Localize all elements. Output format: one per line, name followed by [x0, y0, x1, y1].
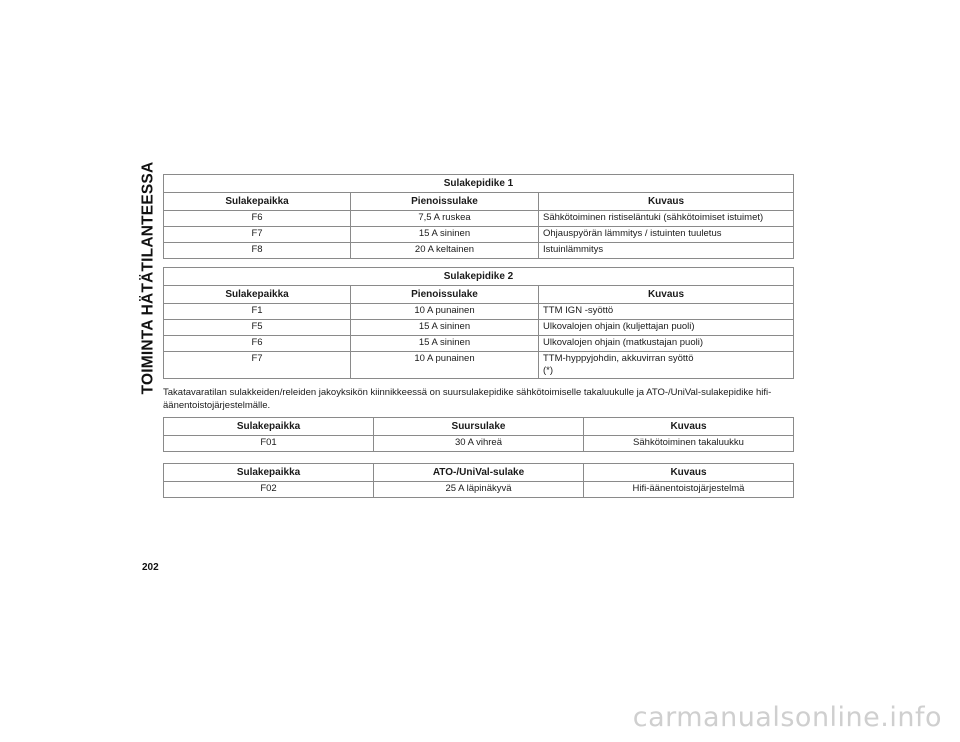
column-header: Suursulake — [374, 418, 584, 436]
page-number: 202 — [142, 562, 159, 573]
column-header: Kuvaus — [584, 418, 794, 436]
fuse-position-cell: F01 — [164, 436, 374, 452]
table-row — [164, 304, 794, 320]
table-title: Sulakepidike 1 — [164, 175, 794, 193]
description-cell: Sähkötoiminen takaluukku — [584, 436, 794, 452]
column-header: Sulakepaikka — [164, 418, 374, 436]
column-header: ATO-/UniVal-sulake — [374, 464, 584, 482]
column-header: Kuvaus — [584, 464, 794, 482]
description-cell: TTM IGN -syöttö — [539, 304, 794, 320]
fuse-rating-cell: 30 A vihreä — [374, 436, 584, 452]
fuse-position-cell: F02 — [164, 482, 374, 498]
description-cell — [539, 352, 794, 379]
fuse-holder-1-table — [163, 174, 794, 259]
column-header: Kuvaus — [539, 286, 794, 304]
fuse-position-cell: F7 — [164, 227, 351, 243]
table-row — [164, 320, 794, 336]
fuse-position-cell: F5 — [164, 320, 351, 336]
fuse-rating-cell: 25 A läpinäkyvä — [374, 482, 584, 498]
fuse-rating-cell: 15 A sininen — [351, 227, 539, 243]
description-cell: Ohjauspyörän lämmitys / istuinten tuuletus — [539, 227, 794, 243]
fuse-rating-cell: 20 A keltainen — [351, 243, 539, 259]
fuse-position-cell: F7 — [164, 352, 351, 379]
watermark: carmanualsonline.info — [632, 702, 942, 733]
column-header: Sulakepaikka — [164, 193, 351, 211]
table-title: Sulakepidike 2 — [164, 268, 794, 286]
column-header: Sulakepaikka — [164, 286, 351, 304]
section-side-title-text: TOIMINTA HÄTÄTILANTEESSA — [139, 161, 157, 395]
description-cell: Ulkovalojen ohjain (kuljettajan puoli) — [539, 320, 794, 336]
description-cell: Hifi-äänentoistojärjestelmä — [584, 482, 794, 498]
table-row — [164, 211, 794, 227]
description-cell: Ulkovalojen ohjain (matkustajan puoli) — [539, 336, 794, 352]
table-row — [164, 227, 794, 243]
table-row — [164, 243, 794, 259]
fuse-rating-cell: 15 A sininen — [351, 320, 539, 336]
fuse-rating-cell: 10 A punainen — [351, 304, 539, 320]
fuse-position-cell: F6 — [164, 336, 351, 352]
section-side-title — [137, 161, 159, 395]
fuse-position-cell: F1 — [164, 304, 351, 320]
table-row — [164, 436, 794, 452]
column-header: Pienoissulake — [351, 286, 539, 304]
fuse-position-cell: F8 — [164, 243, 351, 259]
fuse-rating-cell: 15 A sininen — [351, 336, 539, 352]
fuse-position-cell: F6 — [164, 211, 351, 227]
fuse-location-note: Takatavaratilan sulakkeiden/releiden jakoyksikön kiinnikkeessä on suursulakepidike sähkötoimiselle takaluukulle ja ATO-/UniVal-sulakepidike hifi-äänentoistojärjestelmälle. — [163, 387, 772, 411]
description-cell: Istuinlämmitys — [539, 243, 794, 259]
footnote-marker: (*) — [543, 365, 554, 376]
description-line: TTM-hyppyjohdin, akkuvirran syöttö — [543, 353, 694, 364]
ato-unival-fuse-table — [163, 463, 794, 498]
fuse-rating-cell: 7,5 A ruskea — [351, 211, 539, 227]
table-row — [164, 482, 794, 498]
column-header: Pienoissulake — [351, 193, 539, 211]
column-header: Sulakepaikka — [164, 464, 374, 482]
maxi-fuse-table — [163, 417, 794, 452]
fuse-rating-cell: 10 A punainen — [351, 352, 539, 379]
table-row — [164, 352, 794, 379]
fuse-holder-2-table — [163, 267, 794, 379]
description-cell: Sähkötoiminen ristiseläntuki (sähkötoimiset istuimet) — [539, 211, 794, 227]
table-row — [164, 336, 794, 352]
column-header: Kuvaus — [539, 193, 794, 211]
